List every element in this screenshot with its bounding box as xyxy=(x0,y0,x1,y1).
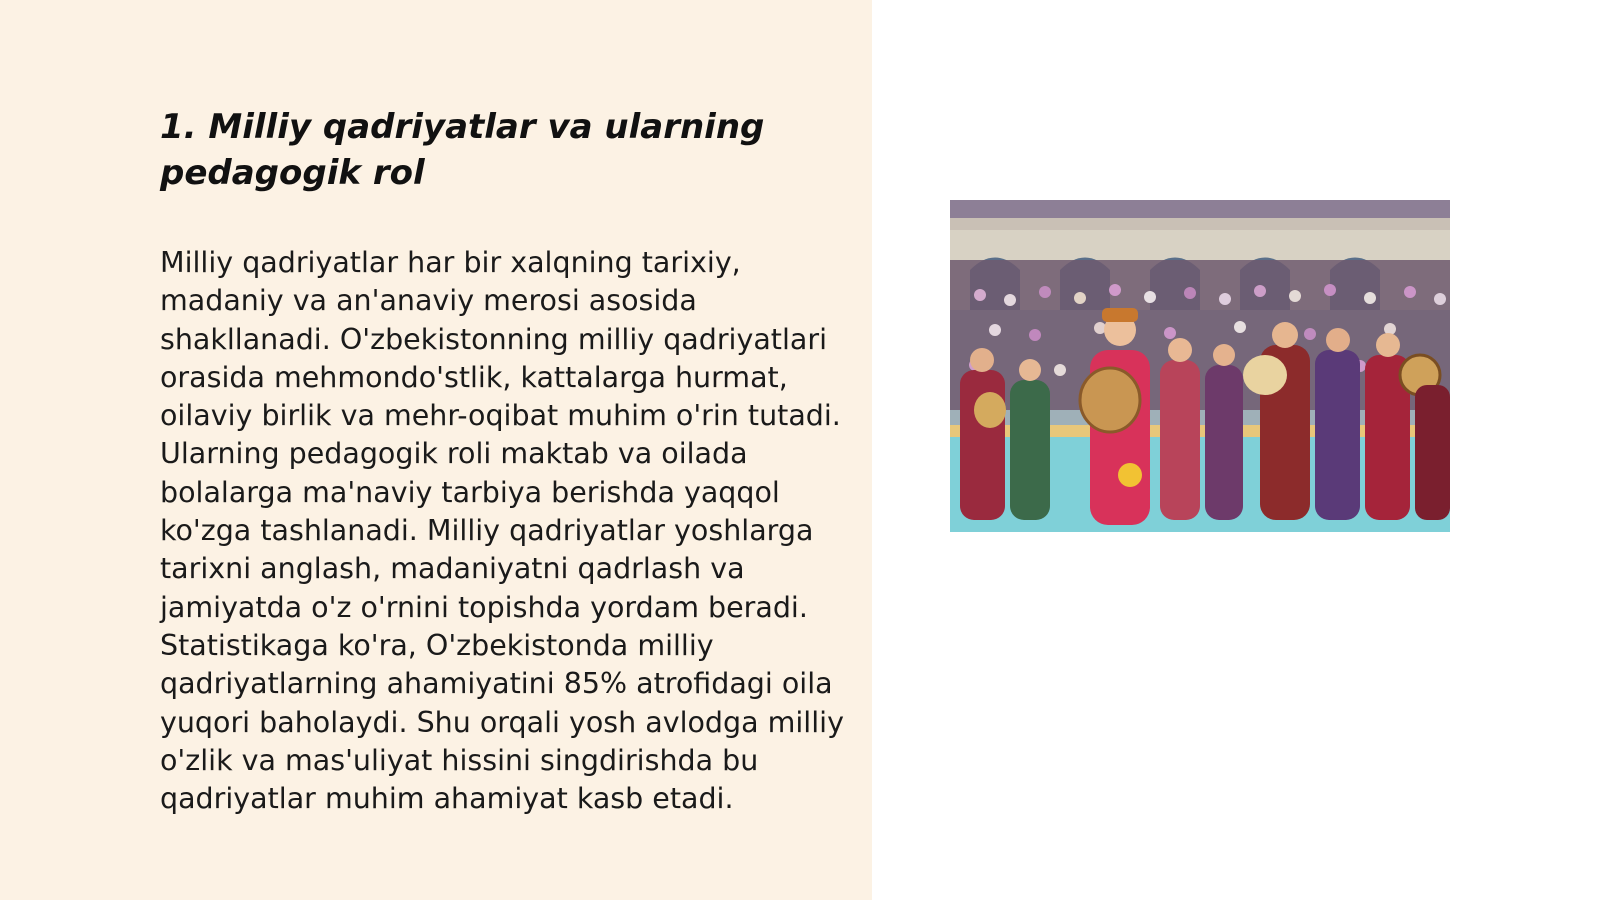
slide-body-text: Milliy qadriyatlar har bir xalqning tarixiy, madaniy va an'anaviy merosi asosida shakllanadi. O'zbekistonning milliy qadriyatlari orasida mehmondo'stlik, kattalarga hurmat, oilaviy birlik va mehr-oqibat muhim o'rin tutadi. Ularning pedagogik roli maktab va oilada bolalarga ma'naviy tarbiya berishda yaqqol ko'zga tashlanadi. Milliy qadriyatlar yoshlarga tarixni anglash, madaniyatni qadrlash va jamiyatda o'z o'rnini topishda yordam beradi. Statistikaga ko'ra, O'zbekistonda milliy qadriyatlarning ahamiyatini 85% atrofidagi oila yuqori baholaydi. Shu orqali yosh avlodga milliy o'zlik va mas'uliyat hissini singdirishda bu qadriyatlar muhim ahamiyat kasb etadi. xyxy=(160,246,844,816)
photo-cornice xyxy=(950,218,1450,232)
photo-illustration xyxy=(950,200,1450,532)
slide-title: 1. Milliy qadriyatlar va ularning pedagogik rol xyxy=(160,107,765,193)
festival-dancers-photo xyxy=(950,200,1450,532)
